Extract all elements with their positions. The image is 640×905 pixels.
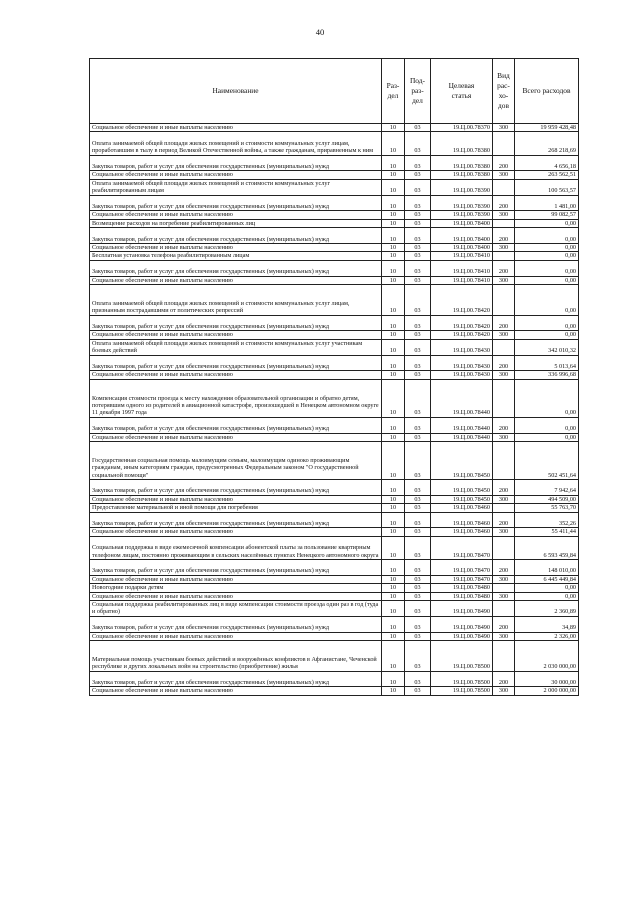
table-row xyxy=(90,132,579,155)
row-type xyxy=(493,219,515,227)
row-name: Социальное обеспечение и иные выплаты населению xyxy=(90,371,382,379)
row-section: 10 xyxy=(382,504,405,512)
row-type xyxy=(493,442,515,480)
table-row xyxy=(90,528,579,536)
row-total: 34,89 xyxy=(515,616,579,632)
row-article: 19.Ц.00.78420 xyxy=(431,331,493,339)
row-subsection: 03 xyxy=(405,244,431,252)
row-total: 7 942,64 xyxy=(515,480,579,496)
row-section: 10 xyxy=(382,592,405,600)
row-section: 10 xyxy=(382,155,405,171)
row-article: 19.Ц.00.78430 xyxy=(431,371,493,379)
row-total: 2 030 000,00 xyxy=(515,641,579,672)
row-section: 10 xyxy=(382,252,405,260)
row-section: 10 xyxy=(382,575,405,583)
row-type: 200 xyxy=(493,195,515,211)
row-subsection: 03 xyxy=(405,433,431,441)
table-row xyxy=(90,124,579,132)
row-article: 19.Ц.00.78430 xyxy=(431,355,493,371)
row-name: Социальное обеспечение и иные выплаты населению xyxy=(90,276,382,284)
row-section: 10 xyxy=(382,244,405,252)
row-name: Оплата занимаемой общей площади жилых помещений и стоимости коммунальных услуг лицам, признанным пострадавшими от политических репрессий xyxy=(90,285,382,316)
row-name: Социальное обеспечение и иные выплаты населению xyxy=(90,124,382,132)
row-section: 10 xyxy=(382,132,405,155)
row-type: 300 xyxy=(493,575,515,583)
row-section: 10 xyxy=(382,179,405,195)
row-section: 10 xyxy=(382,228,405,244)
row-section: 10 xyxy=(382,512,405,528)
row-subsection: 03 xyxy=(405,124,431,132)
table-row xyxy=(90,616,579,632)
row-name: Закупка товаров, работ и услуг для обеспечения государственных (муниципальных) нужд xyxy=(90,512,382,528)
row-subsection: 03 xyxy=(405,355,431,371)
row-name: Закупка товаров, работ и услуг для обеспечения государственных (муниципальных) нужд xyxy=(90,195,382,211)
row-type: 300 xyxy=(493,371,515,379)
row-article: 19.Ц.00.78480 xyxy=(431,584,493,592)
row-subsection: 03 xyxy=(405,219,431,227)
table-row xyxy=(90,179,579,195)
row-article: 19.Ц.00.78440 xyxy=(431,417,493,433)
row-article: 19.Ц.00.78490 xyxy=(431,632,493,640)
row-total: 0,00 xyxy=(515,417,579,433)
row-name: Социальное обеспечение и иные выплаты населению xyxy=(90,495,382,503)
row-total: 19 959 428,48 xyxy=(515,124,579,132)
row-article: 19.Ц.00.78390 xyxy=(431,179,493,195)
row-type: 300 xyxy=(493,124,515,132)
row-name: Социальная поддержка в виде ежемесячной компенсации абонентской платы за пользование квартирным телефоном лицам, постоянно проживающим в сельских населённых пунктах Ненецкого автономного округа xyxy=(90,536,382,559)
row-section: 10 xyxy=(382,124,405,132)
row-total: 336 996,68 xyxy=(515,371,579,379)
table-row xyxy=(90,355,579,371)
row-name: Закупка товаров, работ и услуг для обеспечения государственных (муниципальных) нужд xyxy=(90,417,382,433)
row-subsection: 03 xyxy=(405,171,431,179)
row-total: 2 360,89 xyxy=(515,601,579,617)
row-article: 19.Ц.00.78400 xyxy=(431,219,493,227)
row-total: 0,00 xyxy=(515,260,579,276)
table-row xyxy=(90,155,579,171)
row-section: 10 xyxy=(382,211,405,219)
row-name: Закупка товаров, работ и услуг для обеспечения государственных (муниципальных) нужд xyxy=(90,560,382,576)
row-article: 19.Ц.00.78410 xyxy=(431,276,493,284)
row-section: 10 xyxy=(382,442,405,480)
row-type: 300 xyxy=(493,495,515,503)
row-subsection: 03 xyxy=(405,228,431,244)
row-subsection: 03 xyxy=(405,601,431,617)
row-total: 0,00 xyxy=(515,244,579,252)
row-total: 502 451,64 xyxy=(515,442,579,480)
row-subsection: 03 xyxy=(405,592,431,600)
header-section: Раз- дел xyxy=(382,59,405,124)
row-subsection: 03 xyxy=(405,155,431,171)
row-type xyxy=(493,641,515,672)
row-name: Закупка товаров, работ и услуг для обеспечения государственных (муниципальных) нужд xyxy=(90,155,382,171)
row-article: 19.Ц.00.78370 xyxy=(431,124,493,132)
row-article: 19.Ц.00.78500 xyxy=(431,641,493,672)
row-article: 19.Ц.00.78440 xyxy=(431,433,493,441)
row-section: 10 xyxy=(382,331,405,339)
table-row xyxy=(90,480,579,496)
row-section: 10 xyxy=(382,632,405,640)
row-type: 200 xyxy=(493,260,515,276)
row-section: 10 xyxy=(382,433,405,441)
table-row xyxy=(90,331,579,339)
row-name: Компенсация стоимости проезда к месту нахождения образовательной организации и обратно детям, потерявшим одного из родителей в авиационной катастрофе, произошедшей в Ненецком автономном округе 11 декабря 1997 года xyxy=(90,379,382,417)
row-name: Социальное обеспечение и иные выплаты населению xyxy=(90,331,382,339)
header-article: Целевая статья xyxy=(431,59,493,124)
row-article: 19.Ц.00.78500 xyxy=(431,671,493,687)
table-row xyxy=(90,315,579,331)
header-subsection: Под- раз- дел xyxy=(405,59,431,124)
row-subsection: 03 xyxy=(405,339,431,355)
row-name: Социальное обеспечение и иные выплаты населению xyxy=(90,632,382,640)
row-type: 200 xyxy=(493,480,515,496)
row-total: 55 763,70 xyxy=(515,504,579,512)
row-total: 494 509,00 xyxy=(515,495,579,503)
table-row xyxy=(90,575,579,583)
row-subsection: 03 xyxy=(405,504,431,512)
row-section: 10 xyxy=(382,480,405,496)
table-row xyxy=(90,219,579,227)
row-total: 30 000,00 xyxy=(515,671,579,687)
row-type: 300 xyxy=(493,687,515,695)
row-name: Закупка товаров, работ и услуг для обеспечения государственных (муниципальных) нужд xyxy=(90,315,382,331)
row-name: Бесплатная установка телефона реабилитированным лицам xyxy=(90,252,382,260)
row-type: 200 xyxy=(493,355,515,371)
row-name: Возмещение расходов на погребение реабилитированных лиц xyxy=(90,219,382,227)
table-row xyxy=(90,371,579,379)
row-article: 19.Ц.00.78390 xyxy=(431,195,493,211)
row-subsection: 03 xyxy=(405,442,431,480)
row-section: 10 xyxy=(382,495,405,503)
row-subsection: 03 xyxy=(405,584,431,592)
table-row xyxy=(90,228,579,244)
table-row xyxy=(90,641,579,672)
row-article: 19.Ц.00.78420 xyxy=(431,285,493,316)
row-section: 10 xyxy=(382,260,405,276)
row-subsection: 03 xyxy=(405,641,431,672)
row-total: 342 010,32 xyxy=(515,339,579,355)
page-number: 40 xyxy=(315,27,325,37)
row-article: 19.Ц.00.78430 xyxy=(431,339,493,355)
row-type: 300 xyxy=(493,276,515,284)
row-section: 10 xyxy=(382,616,405,632)
row-name: Социальное обеспечение и иные выплаты населению xyxy=(90,592,382,600)
row-name: Предоставление материальной и иной помощи для погребения xyxy=(90,504,382,512)
row-section: 10 xyxy=(382,371,405,379)
row-article: 19.Ц.00.78410 xyxy=(431,260,493,276)
row-subsection: 03 xyxy=(405,371,431,379)
row-type xyxy=(493,379,515,417)
row-type: 200 xyxy=(493,417,515,433)
row-type xyxy=(493,339,515,355)
row-section: 10 xyxy=(382,285,405,316)
row-type: 300 xyxy=(493,632,515,640)
table-row xyxy=(90,560,579,576)
row-name: Закупка товаров, работ и услуг для обеспечения государственных (муниципальных) нужд xyxy=(90,260,382,276)
table-row xyxy=(90,512,579,528)
row-total: 5 013,64 xyxy=(515,355,579,371)
row-subsection: 03 xyxy=(405,536,431,559)
row-subsection: 03 xyxy=(405,575,431,583)
row-subsection: 03 xyxy=(405,195,431,211)
row-article: 19.Ц.00.78470 xyxy=(431,536,493,559)
row-subsection: 03 xyxy=(405,379,431,417)
row-type: 200 xyxy=(493,616,515,632)
row-total: 0,00 xyxy=(515,433,579,441)
row-name: Закупка товаров, работ и услуг для обеспечения государственных (муниципальных) нужд xyxy=(90,228,382,244)
table-row xyxy=(90,687,579,695)
header-name: Наименование xyxy=(90,59,382,124)
row-total: 0,00 xyxy=(515,592,579,600)
row-section: 10 xyxy=(382,276,405,284)
row-total: 2 000 000,00 xyxy=(515,687,579,695)
row-type: 300 xyxy=(493,171,515,179)
row-name: Социальное обеспечение и иные выплаты населению xyxy=(90,528,382,536)
row-type: 300 xyxy=(493,211,515,219)
row-subsection: 03 xyxy=(405,671,431,687)
row-section: 10 xyxy=(382,315,405,331)
row-subsection: 03 xyxy=(405,528,431,536)
row-subsection: 03 xyxy=(405,331,431,339)
row-section: 10 xyxy=(382,355,405,371)
row-total: 6 445 449,84 xyxy=(515,575,579,583)
row-type xyxy=(493,584,515,592)
row-section: 10 xyxy=(382,584,405,592)
row-total: 0,00 xyxy=(515,276,579,284)
table-row xyxy=(90,495,579,503)
row-name: Социальное обеспечение и иные выплаты населению xyxy=(90,575,382,583)
table-row xyxy=(90,601,579,617)
row-section: 10 xyxy=(382,339,405,355)
row-section: 10 xyxy=(382,171,405,179)
row-subsection: 03 xyxy=(405,495,431,503)
row-section: 10 xyxy=(382,687,405,695)
header-type: Вид рас- хо- дов xyxy=(493,59,515,124)
row-subsection: 03 xyxy=(405,632,431,640)
row-article: 19.Ц.00.78500 xyxy=(431,687,493,695)
row-subsection: 03 xyxy=(405,616,431,632)
row-article: 19.Ц.00.78450 xyxy=(431,442,493,480)
row-subsection: 03 xyxy=(405,417,431,433)
row-subsection: 03 xyxy=(405,560,431,576)
row-article: 19.Ц.00.78400 xyxy=(431,244,493,252)
row-section: 10 xyxy=(382,671,405,687)
row-article: 19.Ц.00.78470 xyxy=(431,575,493,583)
table-row xyxy=(90,211,579,219)
row-total: 4 656,18 xyxy=(515,155,579,171)
row-name: Оплата занимаемой общей площади жилых помещений и стоимости коммунальных услуг лицам, проработавшим в тылу в период Великой Отечественной войны, а также гражданам, приравненным к ним xyxy=(90,132,382,155)
row-total: 6 593 459,84 xyxy=(515,536,579,559)
row-name: Социальное обеспечение и иные выплаты населению xyxy=(90,433,382,441)
row-article: 19.Ц.00.78460 xyxy=(431,512,493,528)
row-total: 100 563,57 xyxy=(515,179,579,195)
row-total: 352,26 xyxy=(515,512,579,528)
row-name: Социальное обеспечение и иные выплаты населению xyxy=(90,687,382,695)
row-subsection: 03 xyxy=(405,260,431,276)
row-section: 10 xyxy=(382,560,405,576)
table-row xyxy=(90,285,579,316)
table-row xyxy=(90,379,579,417)
row-type xyxy=(493,252,515,260)
row-type xyxy=(493,536,515,559)
row-type: 200 xyxy=(493,315,515,331)
expenditure-table xyxy=(89,58,579,696)
row-total: 99 082,57 xyxy=(515,211,579,219)
row-total: 0,00 xyxy=(515,252,579,260)
row-subsection: 03 xyxy=(405,480,431,496)
row-subsection: 03 xyxy=(405,687,431,695)
table-row xyxy=(90,592,579,600)
row-total: 55 411,44 xyxy=(515,528,579,536)
table-row xyxy=(90,442,579,480)
row-section: 10 xyxy=(382,417,405,433)
row-article: 19.Ц.00.78490 xyxy=(431,616,493,632)
row-total: 2 326,00 xyxy=(515,632,579,640)
row-total: 0,00 xyxy=(515,228,579,244)
header-total: Всего расходов xyxy=(515,59,579,124)
row-article: 19.Ц.00.78380 xyxy=(431,132,493,155)
table-row xyxy=(90,260,579,276)
row-article: 19.Ц.00.78470 xyxy=(431,560,493,576)
row-article: 19.Ц.00.78460 xyxy=(431,504,493,512)
table-row xyxy=(90,632,579,640)
row-name: Закупка товаров, работ и услуг для обеспечения государственных (муниципальных) нужд xyxy=(90,480,382,496)
table-row xyxy=(90,244,579,252)
row-article: 19.Ц.00.78380 xyxy=(431,155,493,171)
table-row xyxy=(90,504,579,512)
row-type xyxy=(493,285,515,316)
table-body xyxy=(90,124,579,696)
row-name: Социальное обеспечение и иные выплаты населению xyxy=(90,244,382,252)
row-type: 300 xyxy=(493,244,515,252)
row-name: Новогодние подарки детям xyxy=(90,584,382,592)
row-subsection: 03 xyxy=(405,252,431,260)
row-total: 268 218,69 xyxy=(515,132,579,155)
row-section: 10 xyxy=(382,379,405,417)
row-type: 200 xyxy=(493,228,515,244)
row-total: 0,00 xyxy=(515,379,579,417)
row-name: Социальное обеспечение и иные выплаты населению xyxy=(90,211,382,219)
row-subsection: 03 xyxy=(405,211,431,219)
row-name: Социальное обеспечение и иные выплаты населению xyxy=(90,171,382,179)
row-subsection: 03 xyxy=(405,285,431,316)
row-total: 1 481,00 xyxy=(515,195,579,211)
table-row xyxy=(90,339,579,355)
row-article: 19.Ц.00.78380 xyxy=(431,171,493,179)
row-type xyxy=(493,179,515,195)
row-name: Закупка товаров, работ и услуг для обеспечения государственных (муниципальных) нужд xyxy=(90,355,382,371)
row-name: Социальная поддержка реабилитированных лиц в виде компенсации стоимости проезда один раз в год (туда и обратно) xyxy=(90,601,382,617)
row-type xyxy=(493,601,515,617)
row-section: 10 xyxy=(382,195,405,211)
row-type: 300 xyxy=(493,331,515,339)
row-total: 263 562,51 xyxy=(515,171,579,179)
table-row xyxy=(90,276,579,284)
table-row xyxy=(90,195,579,211)
row-article: 19.Ц.00.78450 xyxy=(431,480,493,496)
row-subsection: 03 xyxy=(405,276,431,284)
row-article: 19.Ц.00.78420 xyxy=(431,315,493,331)
row-article: 19.Ц.00.78450 xyxy=(431,495,493,503)
row-section: 10 xyxy=(382,641,405,672)
row-article: 19.Ц.00.78490 xyxy=(431,601,493,617)
table-row xyxy=(90,433,579,441)
row-name: Оплата занимаемой общей площади жилых помещений и стоимости коммунальных услуг реабилитированным лицам xyxy=(90,179,382,195)
row-type: 300 xyxy=(493,592,515,600)
row-type: 200 xyxy=(493,155,515,171)
row-type: 200 xyxy=(493,560,515,576)
row-subsection: 03 xyxy=(405,132,431,155)
row-name: Материальная помощь участникам боевых действий и вооружённых конфликтов в Афганистане, Чеченской республике и других локальных войн на строительство (приобретение) жилья xyxy=(90,641,382,672)
row-total: 0,00 xyxy=(515,315,579,331)
row-article: 19.Ц.00.78480 xyxy=(431,592,493,600)
row-name: Закупка товаров, работ и услуг для обеспечения государственных (муниципальных) нужд xyxy=(90,616,382,632)
row-article: 19.Ц.00.78400 xyxy=(431,228,493,244)
row-total: 0,00 xyxy=(515,331,579,339)
row-article: 19.Ц.00.78460 xyxy=(431,528,493,536)
row-subsection: 03 xyxy=(405,179,431,195)
row-total: 0,00 xyxy=(515,285,579,316)
table-row xyxy=(90,252,579,260)
row-total: 148 010,00 xyxy=(515,560,579,576)
row-type: 200 xyxy=(493,512,515,528)
row-article: 19.Ц.00.78440 xyxy=(431,379,493,417)
row-article: 19.Ц.00.78390 xyxy=(431,211,493,219)
row-section: 10 xyxy=(382,536,405,559)
row-name: Оплата занимаемой общей площади жилых помещений и стоимости коммунальных услуг участникам боевых действий xyxy=(90,339,382,355)
table-row xyxy=(90,671,579,687)
row-type: 200 xyxy=(493,671,515,687)
table-row xyxy=(90,584,579,592)
table-row xyxy=(90,171,579,179)
table-header-row xyxy=(90,59,579,124)
table-row xyxy=(90,536,579,559)
row-subsection: 03 xyxy=(405,315,431,331)
row-type: 300 xyxy=(493,433,515,441)
table-row xyxy=(90,417,579,433)
row-type: 300 xyxy=(493,528,515,536)
row-type xyxy=(493,132,515,155)
row-total: 0,00 xyxy=(515,219,579,227)
row-name: Государственная социальная помощь малоимущим семьям, малоимущим одиноко проживающим гражданам, иным категориям граждан, предусмотренных Федеральным законом "О государственной социальной помощи" xyxy=(90,442,382,480)
row-section: 10 xyxy=(382,601,405,617)
row-section: 10 xyxy=(382,219,405,227)
row-subsection: 03 xyxy=(405,512,431,528)
row-type xyxy=(493,504,515,512)
row-total: 0,00 xyxy=(515,584,579,592)
row-name: Закупка товаров, работ и услуг для обеспечения государственных (муниципальных) нужд xyxy=(90,671,382,687)
row-section: 10 xyxy=(382,528,405,536)
row-article: 19.Ц.00.78410 xyxy=(431,252,493,260)
